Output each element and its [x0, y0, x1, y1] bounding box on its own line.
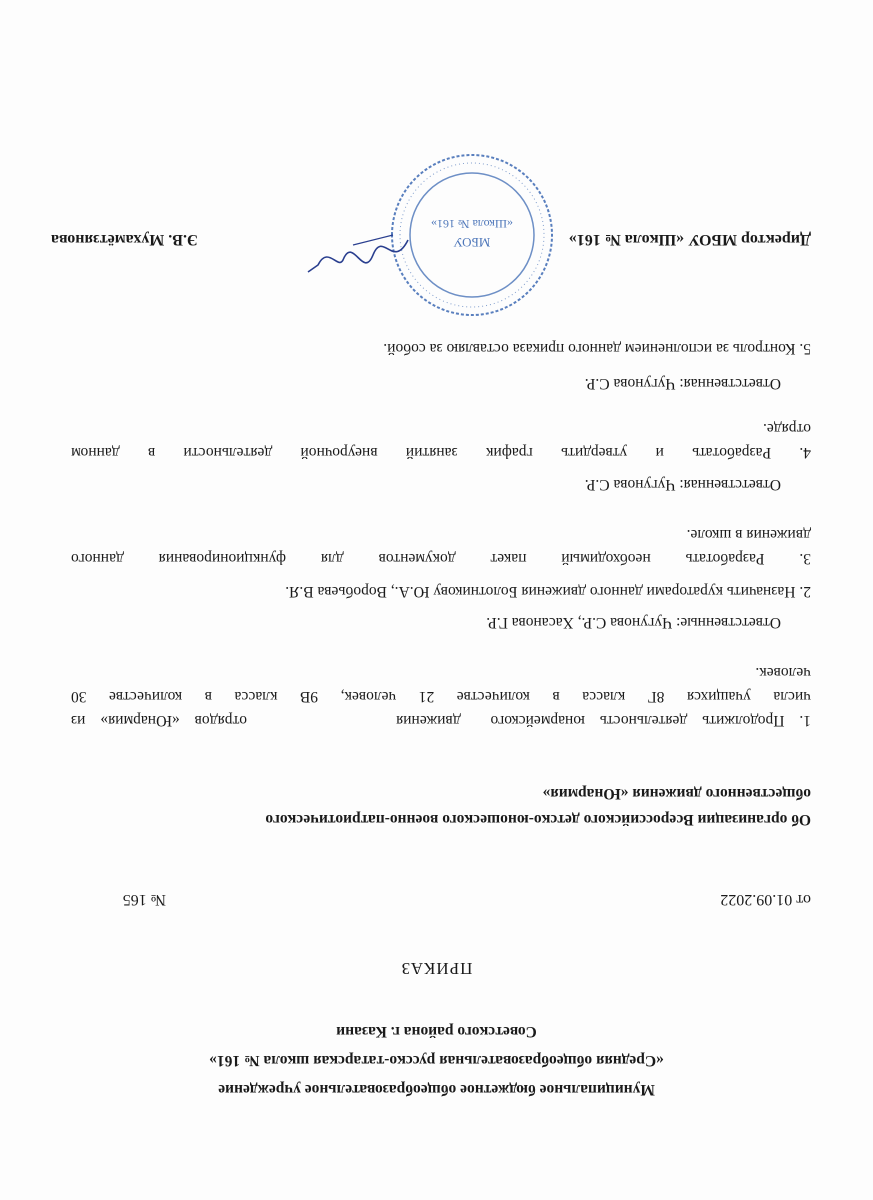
item-1-line1: 1. Продолжить деятельность юнармейского движения отрядов «Юнармия» из: [71, 712, 811, 729]
order-item-3: [71, 522, 811, 570]
document-number: № 165: [122, 891, 166, 908]
stamp-text-line1: МБОУ: [453, 235, 491, 250]
item-3-line1: 3. Разработать необходимый пакет документов для функционирования данного: [71, 550, 811, 567]
org-name-line2: «Средняя общеобразовательная русско-татарская школа № 161»: [209, 1052, 664, 1069]
stamp-text-line2: «Школа № 161»: [431, 217, 513, 231]
signature-block: [51, 210, 811, 270]
document-subject: [81, 780, 811, 832]
document-title: ПРИКАЗ: [400, 959, 473, 978]
handwritten-signature: [303, 220, 413, 280]
item-4-line2: отряде.: [762, 420, 811, 437]
director-title: Директор МБОУ «Школа № 161»: [568, 231, 811, 248]
subject-line2: общественного движения «Юнармия»: [542, 785, 811, 802]
order-item-5: 5. Контроль за исполнением данного приказа оставляю за собой.: [383, 340, 811, 357]
item-4-responsible: Ответственная: Чугунова С.Р.: [584, 375, 781, 392]
order-item-2: 2. Назначить кураторами данного движения Болотникову Ю.А., Воробьева В.Я.: [285, 583, 811, 600]
item-3-responsible: Ответственная: Чугунова С.Р.: [584, 476, 781, 493]
director-name: Э.В. Мухамётзянова: [51, 231, 198, 248]
subject-line1: Об организации Всероссийского детско-юношеского военно-патриотического: [265, 811, 811, 828]
order-item-1: [71, 660, 811, 732]
item-1-line3: человек.: [755, 664, 811, 681]
organization-header: [60, 1017, 813, 1104]
item-1-responsible: Ответственные: Чугунова С.Р., Хасанова Г.Р.: [486, 614, 781, 631]
item-1-line2: числа учащихся 8Г класса в количестве 21 человек, 9В класса в количестве 30: [71, 688, 811, 705]
item-3-line2: движения в школе.: [686, 526, 811, 543]
org-name-line1: Муниципальное бюджетное общеобразовательное учреждение: [218, 1081, 655, 1098]
order-item-4: [71, 416, 811, 464]
org-name-line3: Советского района г. Казани: [336, 1023, 537, 1040]
document-date: от 01.09.2022: [720, 891, 811, 908]
item-4-line1: 4. Разработать и утвердить график занятий внеурочной деятельности в данном: [71, 444, 811, 461]
